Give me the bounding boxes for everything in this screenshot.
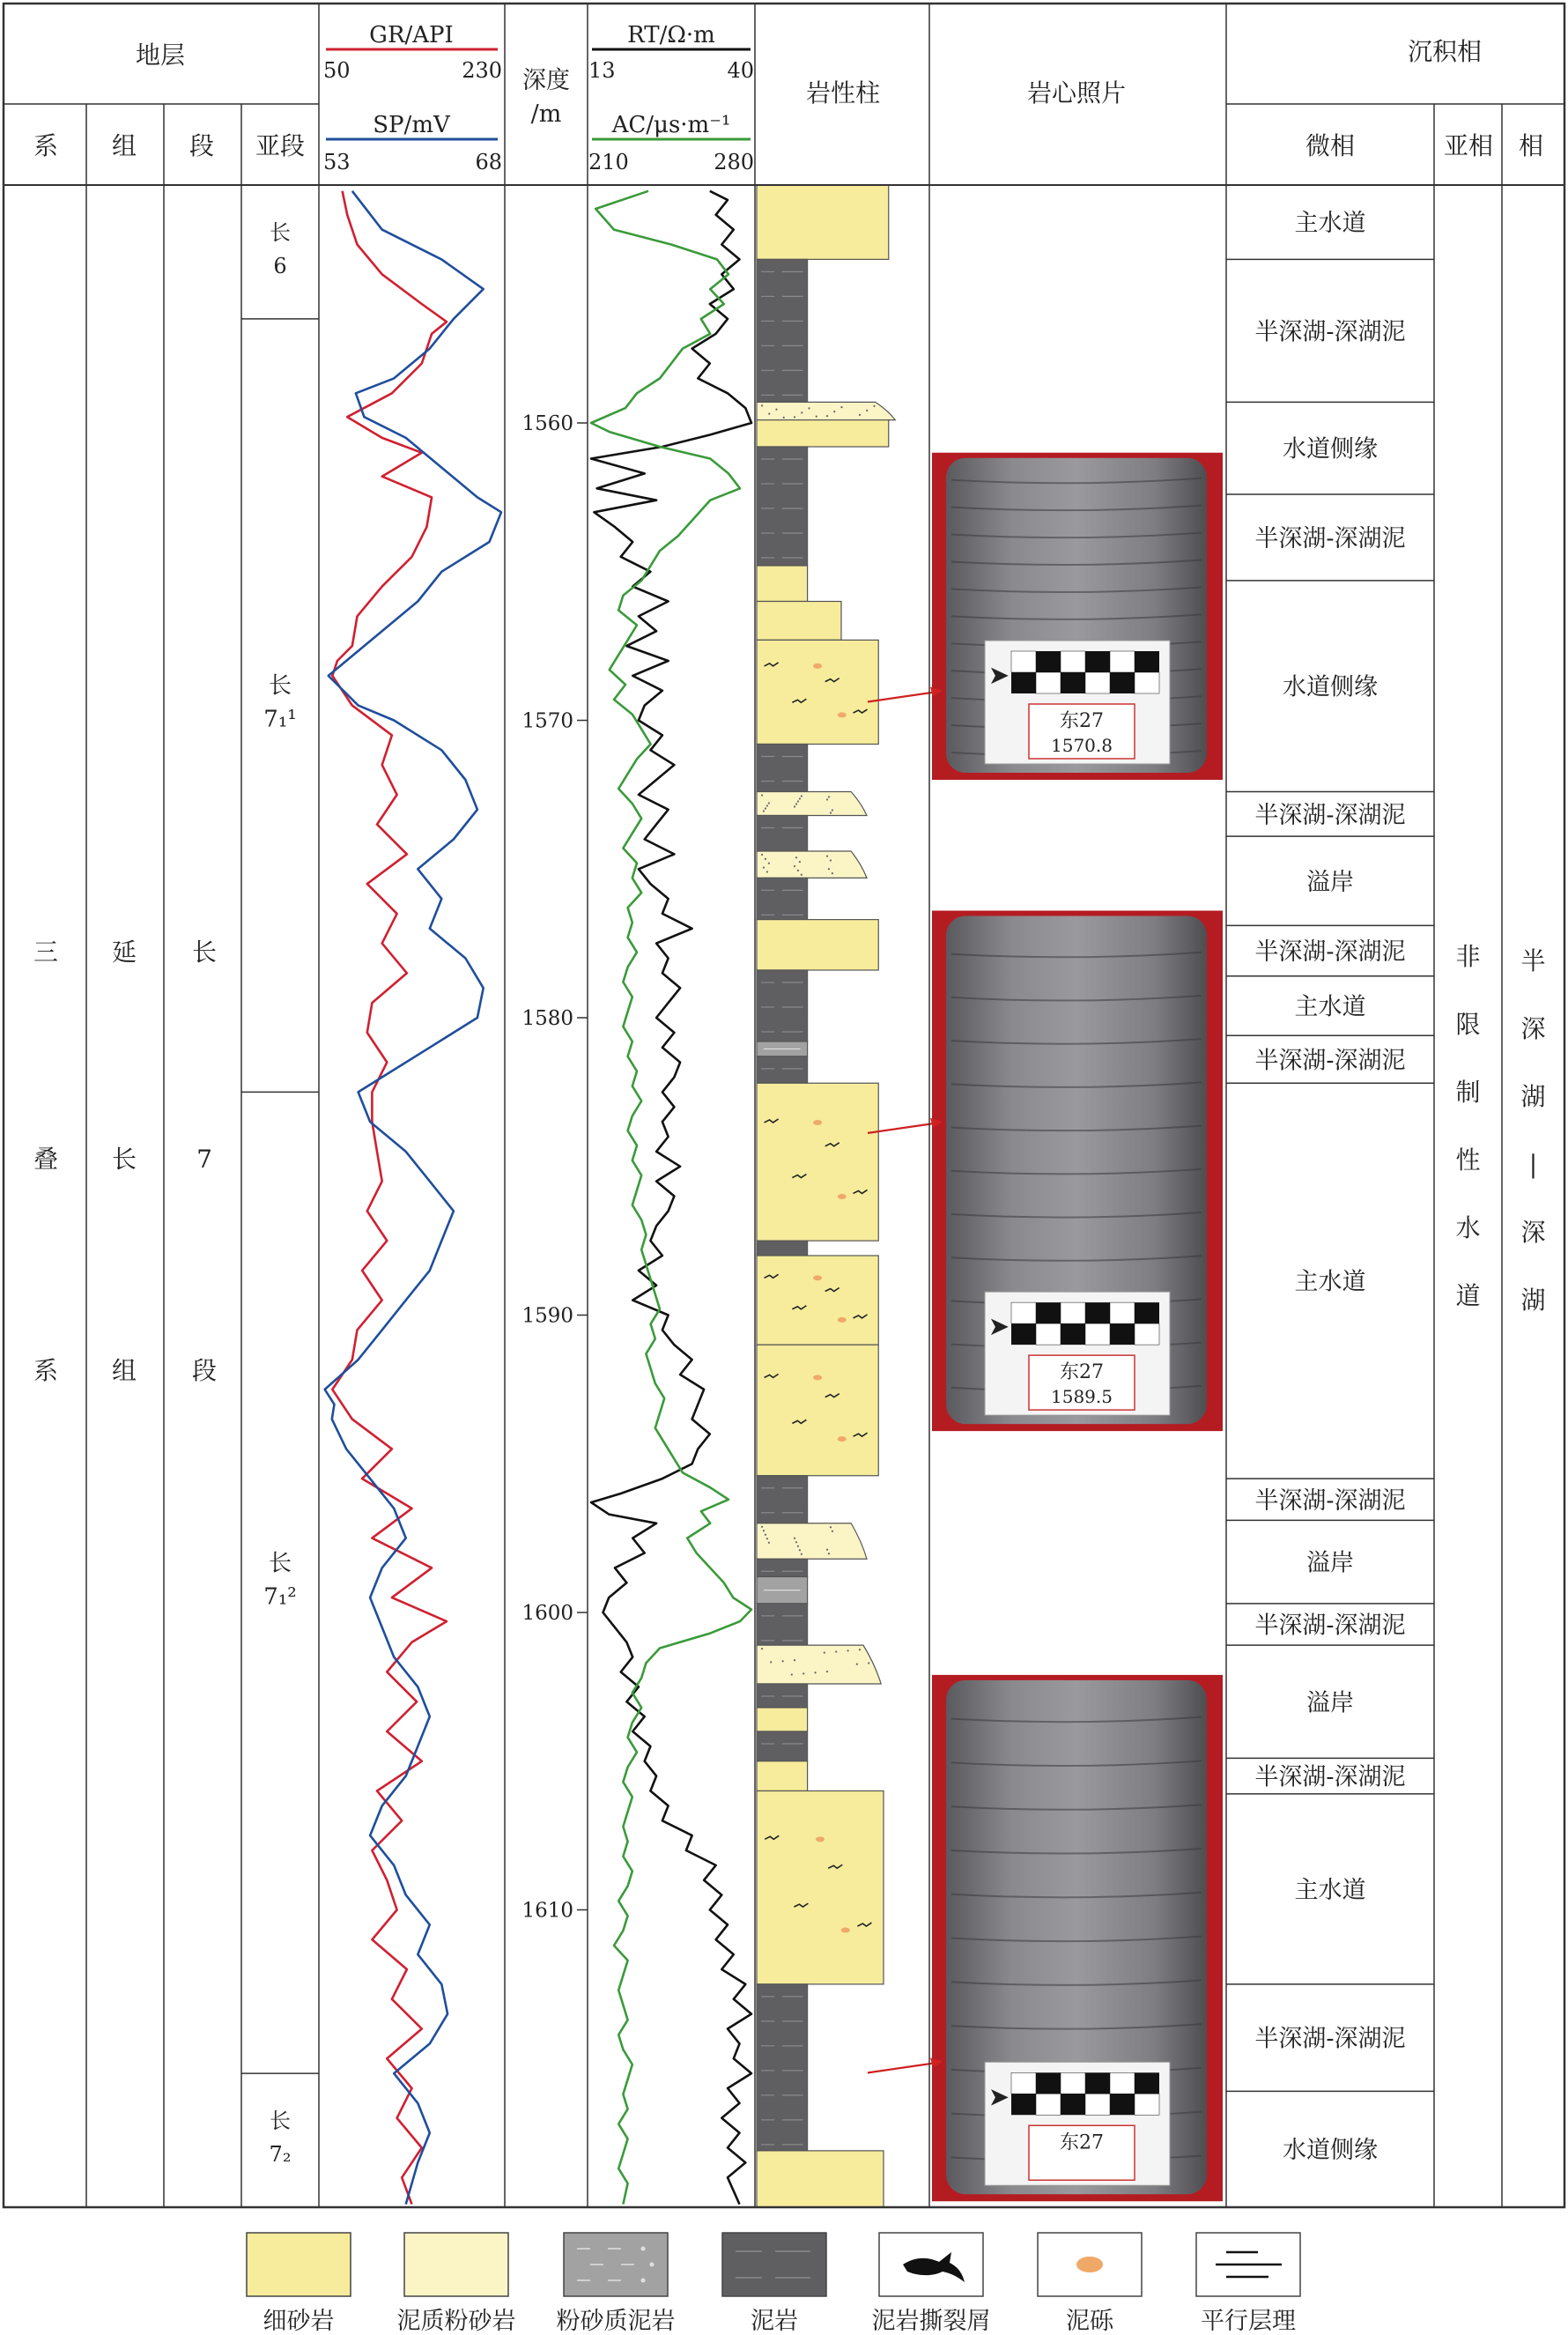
- scale-checker: [1110, 651, 1135, 672]
- lith-dot: [856, 1664, 858, 1665]
- lith-dot: [840, 406, 842, 408]
- submember-name: 长: [268, 1550, 292, 1577]
- system-char-3: 系: [33, 1356, 59, 1385]
- sample-tag-depth: 1570.8: [1051, 735, 1113, 756]
- subfacies-char: 制: [1455, 1078, 1481, 1107]
- lith-dot: [847, 1649, 849, 1651]
- lith-dot: [770, 1661, 772, 1663]
- member-char-2: 7: [196, 1145, 212, 1174]
- depth-tick-label: 1580: [521, 1007, 573, 1030]
- lith-dot: [766, 804, 768, 806]
- legend-label-mudstone: 泥岩: [751, 2308, 798, 2335]
- lith-dot: [761, 1526, 763, 1528]
- lith-dot: [797, 800, 799, 802]
- depth-axis: [521, 412, 588, 1923]
- microfacies-label: 主水道: [1294, 1268, 1366, 1296]
- submember-name: 长: [270, 219, 291, 245]
- lith-bed-21: [757, 1476, 808, 1523]
- facies-char: 深: [1520, 1218, 1546, 1247]
- header: [33, 22, 1543, 174]
- lith-bed-10: [757, 816, 808, 852]
- dynamic-layer: [4, 4, 1564, 2207]
- legend-swatch-argillaceous-siltstone: [404, 2233, 508, 2296]
- lith-dot: [799, 797, 801, 799]
- lith-bed-7: [757, 640, 878, 744]
- lith-bed-19: [757, 1256, 878, 1345]
- north-arrow-icon: ➤: [989, 2084, 1009, 2111]
- lith-dot: [797, 1546, 799, 1547]
- lith-dot: [761, 854, 763, 856]
- lith-bed-33: [757, 2151, 884, 2207]
- lith-dot: [761, 1648, 763, 1649]
- legend-label-silty-mudstone: 粉砂质泥岩: [556, 2308, 676, 2335]
- scale-checker: [1085, 672, 1110, 693]
- microfacies-label: 水道侧缘: [1283, 673, 1378, 701]
- depth-tick-label: 1570: [521, 709, 573, 733]
- lith-dot: [766, 871, 768, 872]
- scale-checker: [1085, 2094, 1110, 2115]
- sp-min: 53: [323, 150, 351, 174]
- lith-dot: [802, 1672, 804, 1674]
- lith-dot: [826, 856, 828, 857]
- lith-bed-13: [757, 920, 878, 970]
- scale-checker: [1036, 672, 1061, 693]
- formation-char-3: 组: [111, 1356, 137, 1385]
- scale-checker: [1061, 2072, 1085, 2094]
- scale-checker: [1085, 651, 1110, 672]
- sample-tag-depth: 1589.5: [1051, 1386, 1113, 1408]
- lith-dot: [868, 1662, 869, 1664]
- core-photo-1: [868, 453, 1223, 780]
- header-submember: 亚段: [255, 131, 306, 160]
- scale-checker: [1085, 2072, 1110, 2094]
- scale-checker: [1036, 2072, 1061, 2094]
- scale-checker: [1135, 1302, 1159, 1323]
- lith-dot: [763, 810, 765, 812]
- lith-dot: [799, 1549, 801, 1551]
- mud-gravel-icon: [813, 663, 822, 669]
- lith-dot: [763, 867, 765, 869]
- microfacies-label: 半深湖-深湖泥: [1254, 1763, 1406, 1791]
- lith-bed-8: [757, 745, 808, 792]
- microfacies-label: 主水道: [1294, 210, 1366, 238]
- microfacies-label: 溢岸: [1306, 868, 1354, 896]
- lith-dot: [795, 803, 797, 804]
- rt-label: RT/Ω·m: [627, 22, 715, 48]
- lith-dot: [828, 1553, 830, 1554]
- microfacies-label: 半深湖-深湖泥: [1254, 1612, 1406, 1640]
- scale-checker: [1135, 651, 1159, 672]
- scale-checker: [1061, 672, 1085, 693]
- lith-dot: [768, 413, 770, 415]
- header-microfacies: 微相: [1305, 131, 1356, 160]
- lith-dot: [808, 407, 810, 409]
- lith-dot: [835, 1650, 837, 1652]
- lith-dot: [824, 1652, 825, 1654]
- scale-checker: [1110, 672, 1135, 693]
- lith-dot: [794, 1659, 795, 1661]
- lith-bed-30: [757, 1761, 808, 1791]
- gr-max: 230: [462, 58, 502, 83]
- lith-dot: [801, 1553, 802, 1555]
- mud-gravel-icon: [838, 1436, 847, 1442]
- lith-dot: [815, 1672, 817, 1673]
- lith-dot: [832, 1531, 833, 1532]
- lith-dot: [826, 1549, 828, 1551]
- sample-tag-well: 东27: [1060, 710, 1104, 732]
- microfacies-label: 水道侧缘: [1283, 435, 1378, 463]
- lith-bed-1: [757, 259, 808, 402]
- lith-dot: [761, 794, 763, 796]
- lith-dot: [766, 1538, 768, 1539]
- depth-tick-label: 1610: [521, 1899, 573, 1923]
- microfacies-label: 半深湖-深湖泥: [1254, 524, 1406, 552]
- scale-checker: [1085, 1323, 1110, 1345]
- mud-gravel-icon: [813, 1375, 822, 1380]
- lith-bed-6: [757, 602, 841, 641]
- lith-dot: [801, 411, 802, 413]
- subfacies-char: 水: [1455, 1213, 1481, 1242]
- lith-dot: [801, 874, 802, 876]
- lith-dot: [768, 863, 770, 864]
- mud-gravel-icon: [841, 1927, 850, 1932]
- lith-dot: [826, 798, 828, 800]
- lith-dot: [799, 861, 801, 863]
- lith-dot: [791, 1673, 793, 1675]
- depth-tick-label: 1590: [521, 1304, 573, 1328]
- core-photo-3: [868, 1675, 1223, 2201]
- lith-bed-23: [757, 1559, 808, 1576]
- lith-dot: [797, 870, 799, 871]
- lith-dot: [873, 405, 875, 407]
- lith-dot: [765, 1534, 766, 1536]
- lith-dot: [866, 410, 868, 411]
- subfacies-char: 性: [1455, 1145, 1481, 1175]
- scale-checker: [1036, 1302, 1061, 1323]
- facies-char: 半: [1520, 946, 1546, 975]
- depth-tick-label: 1560: [521, 412, 573, 435]
- system-char-2: 叠: [33, 1145, 59, 1174]
- lith-dot: [794, 1538, 795, 1539]
- lith-bed-20: [757, 1345, 878, 1476]
- lith-dot: [765, 858, 766, 860]
- legend: [247, 2233, 1300, 2335]
- sample-tag-well: 东27: [1060, 1361, 1104, 1384]
- submember-sub: 7₁²: [263, 1583, 297, 1611]
- lith-bed-11: [757, 851, 867, 878]
- scale-checker: [1011, 672, 1036, 693]
- scale-checker: [1061, 651, 1085, 672]
- mud-gravel-icon: [813, 1275, 822, 1280]
- core-photos: [868, 453, 1223, 2202]
- header-depth-2: /m: [530, 100, 562, 128]
- header-formation: 组: [111, 131, 137, 160]
- legend-label-mud-gravel: 泥砾: [1066, 2308, 1113, 2335]
- microfacies-label: 半深湖-深湖泥: [1254, 1486, 1406, 1515]
- core-photo-2: [868, 911, 1223, 1432]
- lith-dot: [816, 416, 817, 418]
- mud-gravel-icon: [838, 1317, 847, 1323]
- lith-bed-3: [757, 420, 889, 447]
- header-stratum: 地层: [135, 41, 186, 70]
- microfacies-label: 半深湖-深湖泥: [1254, 318, 1406, 346]
- lith-dot: [765, 807, 766, 809]
- member-char-3: 段: [191, 1356, 218, 1385]
- scale-checker: [1011, 1302, 1036, 1323]
- microfacies-label: 主水道: [1294, 993, 1366, 1021]
- mud-gravel-icon: [1076, 2257, 1103, 2272]
- sp-max: 68: [475, 150, 502, 174]
- lith-dot: [830, 859, 832, 861]
- scale-checker: [1036, 651, 1061, 672]
- gr-curve: [332, 191, 447, 2205]
- microfacies-label: 溢岸: [1306, 1549, 1354, 1577]
- rt-min: 13: [588, 58, 616, 83]
- north-arrow-icon: ➤: [989, 1314, 1009, 1341]
- formation-char-2: 长: [111, 1145, 137, 1174]
- lith-dot: [859, 1649, 861, 1650]
- mud-gravel-icon: [816, 1836, 825, 1842]
- lith-dot: [768, 802, 770, 804]
- microfacies-column: [1226, 210, 1434, 2164]
- strat-columns: [33, 938, 217, 1385]
- lith-dot: [768, 1542, 770, 1544]
- lith-dot: [761, 404, 763, 406]
- scale-checker: [1135, 2072, 1159, 2094]
- lith-bed-12: [757, 878, 808, 919]
- scale-checker: [1011, 1323, 1036, 1345]
- scale-checker: [1061, 1302, 1085, 1323]
- lith-dot: [859, 414, 861, 416]
- ac-min: 210: [588, 150, 629, 174]
- scale-checker: [1085, 1302, 1110, 1323]
- system-char-1: 三: [33, 938, 59, 967]
- microfacies-label: 半深湖-深湖泥: [1254, 938, 1406, 967]
- legend-label-fine-sandstone: 细砂岩: [263, 2308, 335, 2335]
- scale-checker: [1110, 1302, 1135, 1323]
- submember-column: [241, 220, 319, 2167]
- facies-vertical-text: [1455, 942, 1545, 1315]
- lith-dot: [794, 416, 795, 418]
- lith-bed-17: [757, 1083, 878, 1241]
- scale-checker: [1011, 651, 1036, 672]
- lith-dot: [783, 417, 785, 419]
- scale-checker: [1135, 2094, 1159, 2115]
- legend-label-mud-tearing: 泥岩撕裂屑: [871, 2308, 991, 2335]
- header-system: 系: [33, 131, 59, 160]
- lith-bed-16: [757, 1056, 808, 1083]
- lith-bed-5: [757, 566, 808, 602]
- sp-label: SP/mV: [373, 112, 450, 138]
- lith-dot: [775, 409, 777, 411]
- member-char-1: 长: [191, 938, 218, 967]
- legend-label-parallel-bedding: 平行层理: [1201, 2308, 1296, 2335]
- lith-dot: [795, 1541, 797, 1543]
- lith-dot: [828, 868, 830, 870]
- lith-dot: [763, 1530, 765, 1531]
- gr-label: GR/API: [369, 22, 454, 48]
- lith-dot: [782, 1660, 784, 1662]
- facies-char: 湖: [1520, 1082, 1546, 1111]
- facies-char: 深: [1520, 1014, 1546, 1043]
- scale-checker: [1135, 1323, 1159, 1345]
- header-lithology: 岩性柱: [805, 78, 881, 107]
- lith-dot: [826, 1671, 828, 1672]
- sp-curve: [325, 191, 501, 2205]
- lith-bed-25: [757, 1604, 808, 1645]
- facies-char: |: [1528, 1150, 1538, 1179]
- submember-name: 长: [270, 2109, 291, 2134]
- rt-max: 40: [727, 58, 754, 83]
- microfacies-label: 半深湖-深湖泥: [1254, 1047, 1406, 1075]
- microfacies-label: 水道侧缘: [1283, 2137, 1378, 2165]
- lith-dot: [801, 795, 802, 797]
- ac-label: AC/μs·m⁻¹: [611, 112, 731, 138]
- lith-bed-14: [757, 970, 808, 1041]
- facies-char: 湖: [1520, 1286, 1546, 1315]
- subfacies-char: 道: [1455, 1281, 1481, 1310]
- lith-bed-2: [757, 402, 895, 419]
- formation-char-1: 延: [111, 938, 137, 967]
- lith-dot: [795, 856, 797, 858]
- header-subfacies: 亚相: [1443, 131, 1494, 160]
- lith-bed-28: [757, 1708, 808, 1731]
- lith-bed-9: [757, 792, 867, 816]
- mud-gravel-icon: [838, 712, 847, 717]
- lith-dot: [828, 796, 830, 797]
- lith-bed-18: [757, 1241, 808, 1256]
- header-core-photo: 岩心照片: [1026, 78, 1127, 107]
- header-facies: 沉积相: [1407, 37, 1483, 66]
- legend-swatch-mudstone: [722, 2233, 826, 2296]
- header-member: 段: [189, 131, 215, 160]
- scale-checker: [1110, 1323, 1135, 1345]
- sample-tag-well: 东27: [1060, 2131, 1104, 2154]
- lith-dot: [830, 1526, 832, 1528]
- lith-bed-0: [757, 185, 889, 259]
- lith-bed-31: [757, 1791, 884, 1984]
- scale-checker: [1110, 2094, 1135, 2115]
- scale-checker: [1061, 1323, 1085, 1345]
- submember-sub: 7₂: [269, 2142, 292, 2168]
- header-depth-1: 深度: [522, 67, 570, 94]
- microfacies-label: 半深湖-深湖泥: [1254, 801, 1406, 829]
- lith-bed-29: [757, 1731, 808, 1761]
- scale-checker: [1135, 672, 1159, 693]
- submember-sub: 6: [273, 253, 287, 278]
- scale-checker: [1110, 2072, 1135, 2094]
- lithology-column: [757, 185, 895, 2207]
- subfacies-char: 限: [1455, 1010, 1481, 1039]
- mud-gravel-icon: [838, 1194, 847, 1199]
- lith-bed-32: [757, 1984, 808, 2151]
- header-facies-col: 相: [1518, 131, 1544, 160]
- ac-max: 280: [714, 150, 754, 174]
- mud-gravel-icon: [813, 1120, 822, 1125]
- legend-label-argillaceous-siltstone: 泥质粉砂岩: [396, 2308, 516, 2335]
- submember-name: 长: [268, 672, 292, 700]
- lith-dot: [826, 415, 828, 417]
- gr-min: 50: [323, 58, 351, 83]
- lith-dot: [830, 812, 832, 813]
- lith-bed-4: [757, 447, 808, 566]
- depth-tick-label: 1600: [521, 1602, 573, 1625]
- microfacies-label: 主水道: [1294, 1876, 1366, 1904]
- subfacies-char: 非: [1455, 942, 1481, 971]
- scale-checker: [1011, 2094, 1036, 2115]
- lith-dot: [833, 411, 835, 412]
- scale-checker: [1036, 1323, 1061, 1345]
- scale-checker: [1011, 2072, 1036, 2094]
- scale-checker: [1061, 2094, 1085, 2115]
- lith-bed-22: [757, 1523, 867, 1560]
- lith-dot: [832, 872, 833, 874]
- lith-dot: [794, 805, 795, 807]
- legend-swatch-fine-sandstone: [247, 2233, 351, 2296]
- scale-checker: [1036, 2094, 1061, 2115]
- north-arrow-icon: ➤: [989, 663, 1009, 689]
- lith-dot: [832, 809, 833, 811]
- microfacies-label: 溢岸: [1306, 1689, 1354, 1717]
- lith-dot: [794, 865, 795, 867]
- lith-bed-26: [757, 1645, 881, 1684]
- microfacies-label: 半深湖-深湖泥: [1254, 2025, 1406, 2053]
- submember-sub: 7₁¹: [263, 706, 297, 733]
